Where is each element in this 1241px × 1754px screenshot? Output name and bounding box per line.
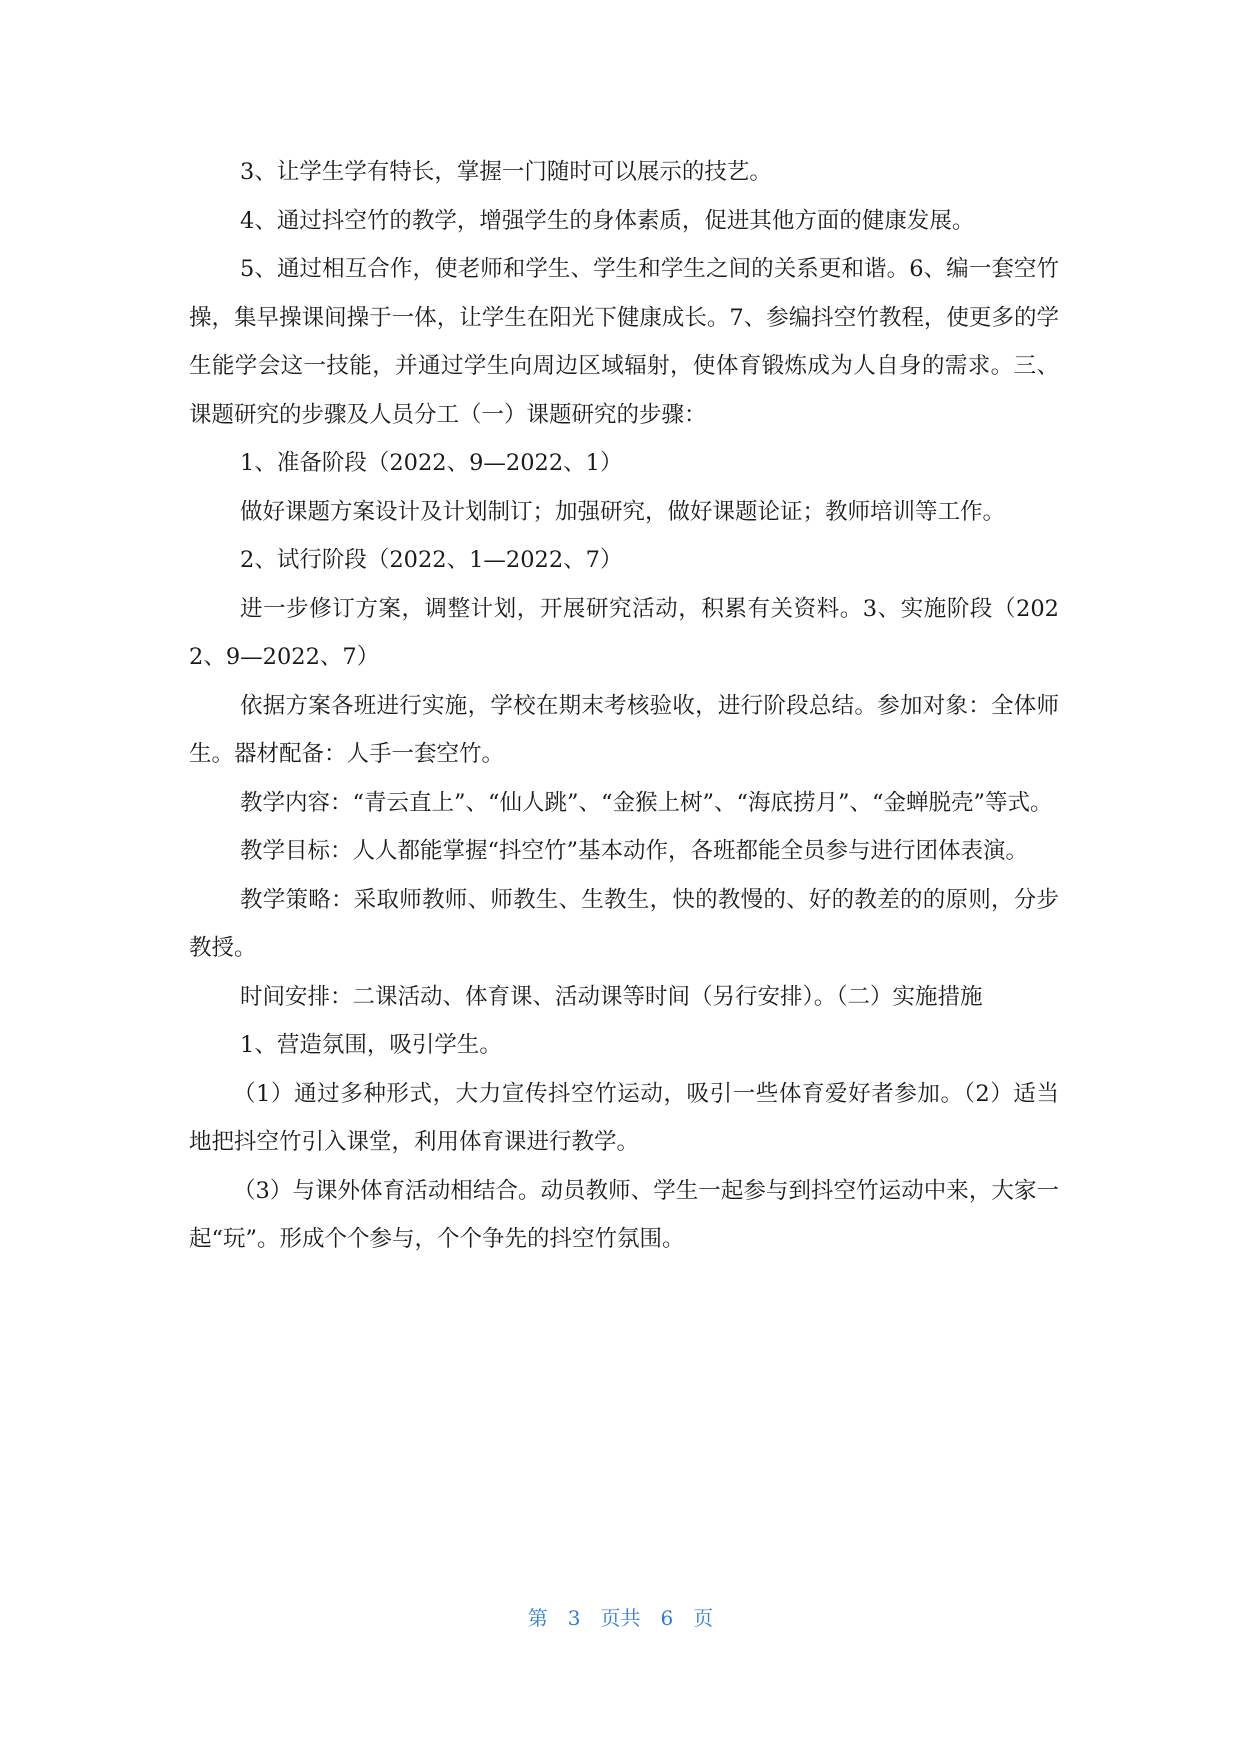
paragraph-15: （3）与课外体育活动相结合。动员教师、学生一起参与到抖空竹运动中来，大家一起“玩”。形成个个参与，个个争先的抖空竹氛围。 (189, 1177, 1059, 1252)
footer-middle: 页共 (600, 1606, 641, 1630)
paragraph-3: 5、通过相互合作，使老师和学生、学生和学生之间的关系更和谐。6、编一套空竹操，集早操课间操于一体，让学生在阳光下健康成长。7、参编抖空竹教程，使更多的学生能学会这一技能，并通过学生向周边区域辐射，使体育锻炼成为人自身的需求。三、课题研究的步骤及人员分工（一）课题研究的步骤： (189, 256, 1059, 428)
paragraph-13: 1、营造氛围，吸引学生。 (240, 1032, 502, 1058)
page-footer (0, 1602, 1241, 1631)
paragraph-12: 时间安排：二课活动、体育课、活动课等时间（另行安排）。（二）实施措施 (240, 983, 983, 1010)
paragraph-10: 教学目标：人人都能掌握“抖空竹”基本动作，各班都能全员参与进行团体表演。 (240, 838, 1029, 864)
paragraph-1: 3、让学生学有特长，掌握一门随时可以展示的技艺。 (240, 159, 772, 185)
document-body (189, 148, 1059, 1264)
footer-suffix: 页 (693, 1606, 714, 1630)
paragraph-2: 4、通过抖空竹的教学，增强学生的身体素质，促进其他方面的健康发展。 (240, 207, 975, 234)
paragraph-5: 做好课题方案设计及计划制订；加强研究，做好课题论证；教师培训等工作。 (240, 498, 1006, 525)
paragraph-11: 教学策略：采取师教师、师教生、生教生，快的教慢的、好的教差的的原则，分步教授。 (189, 886, 1059, 961)
paragraph-7: 进一步修订方案，调整计划，开展研究活动，积累有关资料。3、实施阶段（2022、9—2022、7） (189, 595, 1059, 670)
paragraph-8: 依据方案各班进行实施，学校在期末考核验收，进行阶段总结。参加对象：全体师生。器材配备：人手一套空竹。 (189, 692, 1059, 767)
footer-prefix: 第 (527, 1606, 548, 1630)
paragraph-9: 教学内容：“青云直上”、“仙人跳”、“金猴上树”、“海底捞月”、“金蝉脱壳”等式。 (240, 789, 1053, 816)
paragraph-4: 1、准备阶段（2022、9—2022、1） (240, 450, 623, 476)
paragraph-14: （1）通过多种形式，大力宣传抖空竹运动，吸引一些体育爱好者参加。（2）适当地把抖空竹引入课堂，利用体育课进行教学。 (189, 1080, 1059, 1155)
footer-page-number: 3 (567, 1606, 581, 1630)
footer-total-pages: 6 (660, 1606, 674, 1630)
paragraph-6: 2、试行阶段（2022、1—2022、7） (240, 547, 623, 573)
